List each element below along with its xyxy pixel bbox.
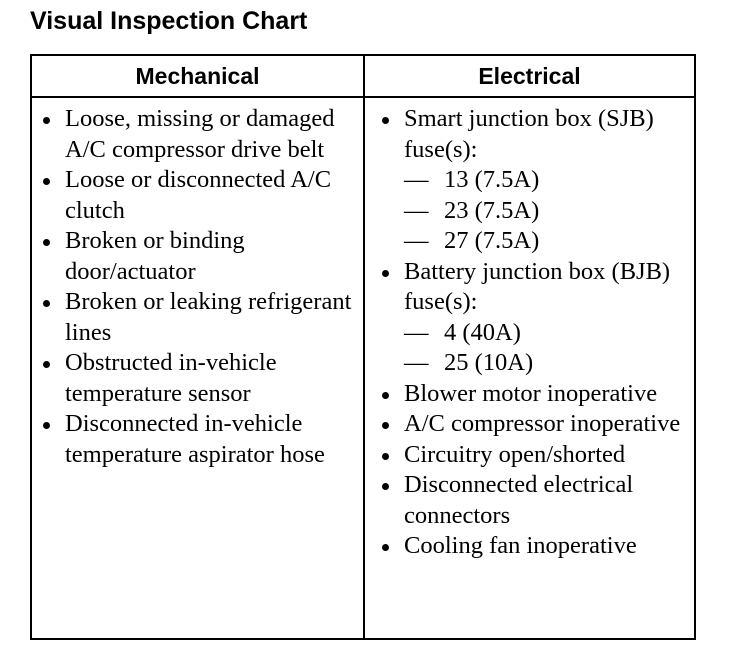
mechanical-item-text: Disconnected in-vehicle temperature aspirator hose (65, 410, 325, 468)
electrical-cell (364, 97, 695, 639)
mechanical-item (34, 226, 363, 287)
electrical-item (373, 104, 694, 257)
electrical-item-text: Smart junction box (SJB) fuse(s): (404, 105, 654, 163)
mechanical-list (32, 104, 363, 470)
fuse-value: 27 (7.5A) (444, 227, 540, 254)
dash-mark: — (404, 318, 429, 346)
electrical-item (373, 531, 694, 562)
fuse-entry (404, 348, 694, 379)
header-row (31, 55, 695, 97)
mechanical-cell (31, 97, 364, 639)
mechanical-item-text: Obstructed in-vehicle temperature sensor (65, 349, 277, 407)
fuse-entry (404, 165, 694, 196)
electrical-item-text: A/C compressor inoperative (404, 410, 681, 437)
electrical-item-text: Cooling fan inoperative (404, 532, 637, 559)
electrical-list (365, 104, 694, 562)
mechanical-item (34, 409, 363, 470)
electrical-item-text: Battery junction box (BJB) fuse(s): (404, 257, 671, 315)
fuse-entry (404, 196, 694, 227)
electrical-item (373, 257, 694, 379)
electrical-item (373, 409, 694, 440)
mechanical-item-text: Broken or leaking refrigerant lines (65, 288, 352, 346)
electrical-item-text: Circuitry open/shorted (404, 440, 626, 468)
mechanical-item (34, 348, 363, 409)
mechanical-header: Mechanical (31, 55, 364, 97)
dash-mark: — (404, 196, 429, 224)
mechanical-item (34, 287, 363, 348)
fuse-entry (404, 226, 694, 257)
chart-title: Visual Inspection Chart (30, 7, 308, 35)
body-row (31, 97, 695, 639)
mechanical-item-text: Broken or binding door/actuator (65, 227, 245, 285)
fuse-value: 4 (40A) (444, 318, 521, 346)
dash-mark: — (404, 227, 429, 254)
electrical-item (373, 440, 694, 471)
fuse-entry (404, 318, 694, 349)
mechanical-item-text: Loose or disconnected A/C clutch (65, 166, 332, 224)
mechanical-item (34, 165, 363, 226)
dash-mark: — (404, 166, 429, 193)
mechanical-item (34, 104, 363, 165)
electrical-header: Electrical (364, 55, 695, 97)
inspection-table (30, 54, 696, 640)
mechanical-item-text: Loose, missing or damaged A/C compressor drive belt (65, 105, 335, 163)
electrical-item-text: Blower motor inoperative (404, 379, 658, 407)
electrical-item (373, 470, 694, 531)
fuse-value: 13 (7.5A) (444, 166, 540, 193)
fuse-value: 25 (10A) (444, 349, 534, 376)
electrical-item-text: Disconnected electrical connectors (404, 471, 634, 529)
fuse-value: 23 (7.5A) (444, 196, 540, 224)
electrical-item (373, 379, 694, 410)
dash-mark: — (404, 349, 429, 376)
